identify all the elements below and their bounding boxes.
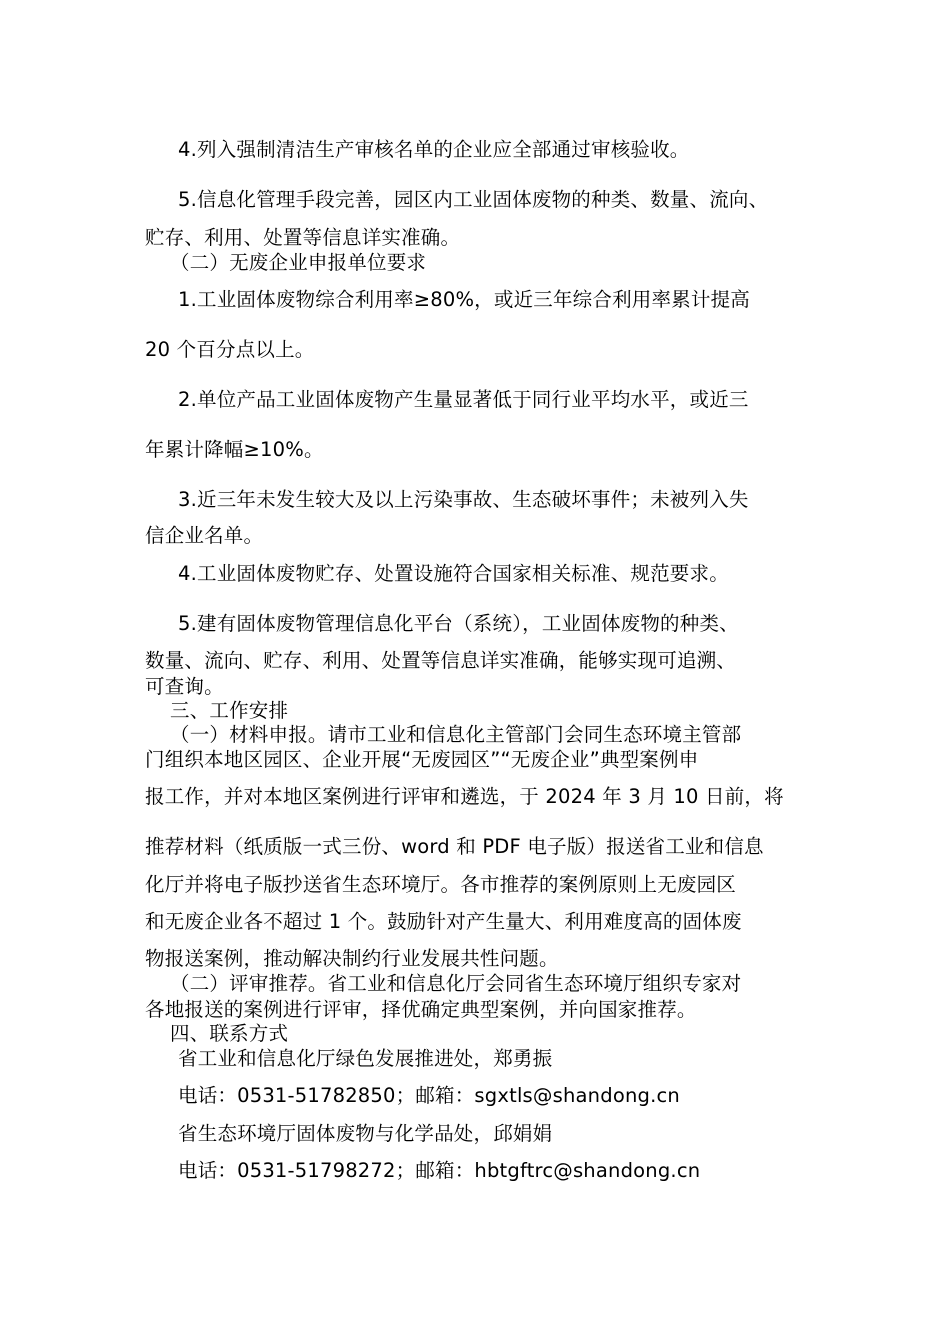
enterprise-requirements-heading: （二）无废企业申报单位要求 — [170, 251, 427, 274]
material-submission-line-2: 门组织本地区园区、企业开展“无废园区”“无废企业”典型案例申 — [145, 748, 699, 771]
contact-2-phone-email: 电话：0531-51798272；邮箱：hbtgftrc@shandong.cn — [178, 1159, 701, 1182]
enterprise-requirement-item-1: 1.工业固体废物综合利用率≥80%，或近三年综合利用率累计提高 — [178, 288, 750, 311]
material-submission-line-7: 物报送案例，推动解决制约行业发展共性问题。 — [145, 947, 559, 970]
enterprise-requirement-item-3: 3.近三年未发生较大及以上污染事故、生态破坏事件；未被列入失 — [178, 488, 749, 511]
review-recommendation-line-2: 各地报送的案例进行评审，择优确定典型案例，并向国家推荐。 — [145, 998, 697, 1021]
enterprise-requirement-item-1-cont: 20 个百分点以上。 — [145, 338, 315, 361]
material-submission-line-6: 和无废企业各不超过 1 个。鼓励针对产生量大、利用难度高的固体废 — [145, 910, 742, 933]
material-submission-line-4: 推荐材料（纸质版一式三份、word 和 PDF 电子版）报送省工业和信息 — [145, 835, 764, 858]
contact-1-org: 省工业和信息化厅绿色发展推进处，郑勇振 — [178, 1047, 553, 1070]
work-arrangement-heading: 三、工作安排 — [170, 699, 289, 722]
enterprise-requirement-item-3-cont: 信企业名单。 — [145, 524, 264, 547]
enterprise-requirement-item-4: 4.工业固体废物贮存、处置设施符合国家相关标准、规范要求。 — [178, 562, 729, 585]
material-submission-line-5: 化厅并将电子版抄送省生态环境厅。各市推荐的案例原则上无废园区 — [145, 873, 737, 896]
contact-2-org: 省生态环境厅固体废物与化学品处，邱娟娟 — [178, 1122, 553, 1145]
park-requirement-item-4: 4.列入强制清洁生产审核名单的企业应全部通过审核验收。 — [178, 138, 690, 161]
enterprise-requirement-item-5-cont: 数量、流向、贮存、利用、处置等信息详实准确，能够实现可追溯、 — [145, 649, 737, 672]
contact-1-phone-email: 电话：0531-51782850；邮箱：sgxtls@shandong.cn — [178, 1084, 680, 1107]
park-requirement-item-5-cont: 贮存、利用、处置等信息详实准确。 — [145, 226, 461, 249]
contacts-heading: 四、联系方式 — [170, 1022, 289, 1045]
enterprise-requirement-item-5-cont2: 可查询。 — [145, 675, 224, 698]
enterprise-requirement-item-2: 2.单位产品工业固体废物产生量显著低于同行业平均水平，或近三 — [178, 388, 749, 411]
enterprise-requirement-item-5: 5.建有固体废物管理信息化平台（系统），工业固体废物的种类、 — [178, 612, 739, 635]
enterprise-requirement-item-2-cont: 年累计降幅≥10%。 — [145, 438, 324, 461]
material-submission-line-3: 报工作，并对本地区案例进行评审和遴选，于 2024 年 3 月 10 日前，将 — [145, 785, 784, 808]
material-submission-para: （一）材料申报。请市工业和信息化主管部门会同生态环境主管部 — [170, 723, 742, 746]
review-recommendation-para: （二）评审推荐。省工业和信息化厅会同省生态环境厅组织专家对 — [170, 972, 742, 995]
park-requirement-item-5: 5.信息化管理手段完善，园区内工业固体废物的种类、数量、流向、 — [178, 188, 769, 211]
